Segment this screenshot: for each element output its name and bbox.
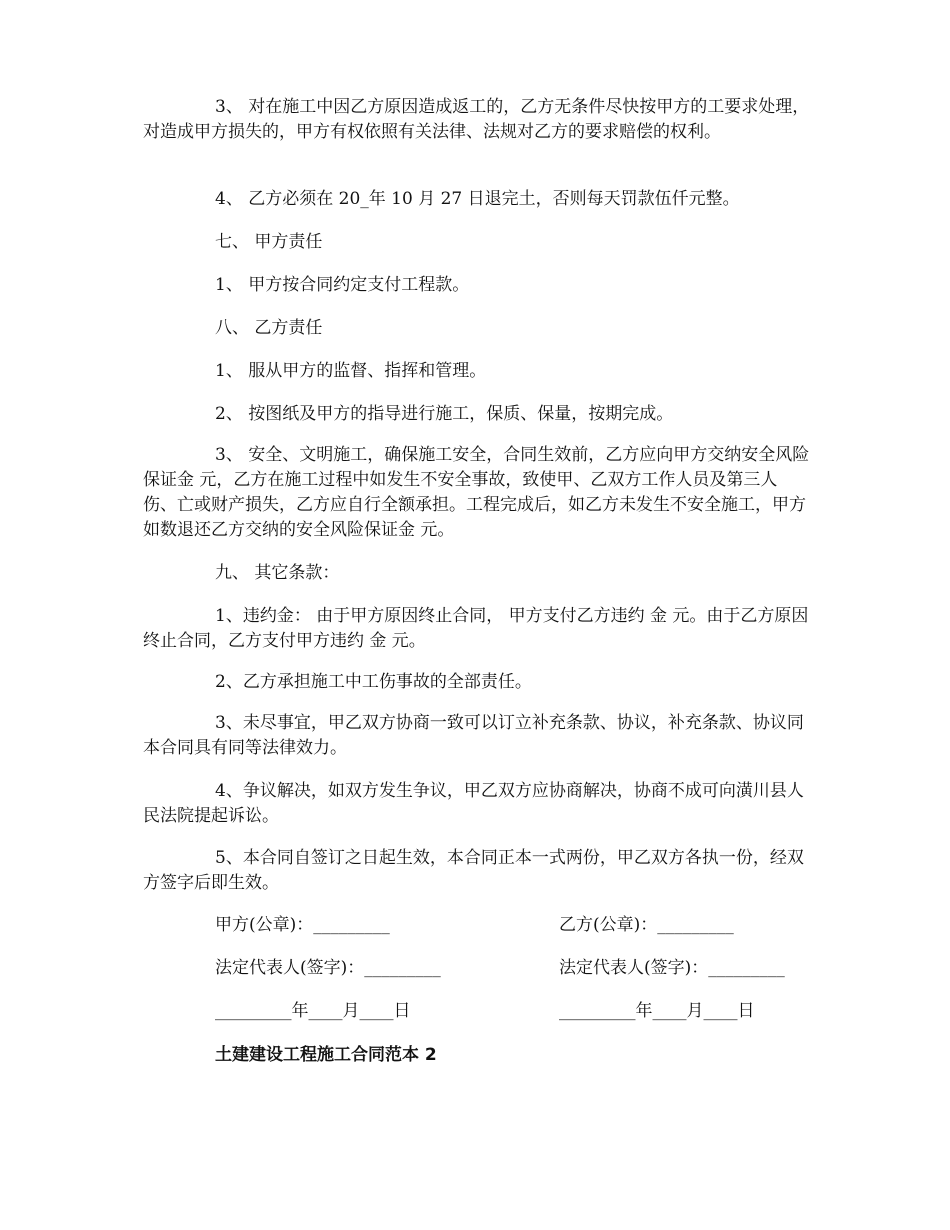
party-a-date-line: _________年____月____日 xyxy=(215,1001,411,1021)
clause-9-4: 4、争议解决，如双方发生争议，甲乙双方应协商解决，协商不成可向潢川县人民法院提起诉讼。 xyxy=(143,781,804,826)
clause-6-4: 4、 乙方必须在 20_年 10 月 27 日退完土，否则每天罚款伍仟元整。 xyxy=(215,189,740,209)
clause-9-1: 1、违约金： 由于甲方原因终止合同， 甲方支付乙方违约 金 元。由于乙方原因终止合同，乙方支付甲方违约 金 元。 xyxy=(143,606,809,651)
party-b-date-line: _________年____月____日 xyxy=(559,1001,755,1021)
clause-6-3: 3、 对在施工中因乙方原因造成返工的，乙方无条件尽快按甲方的工要求处理，对造成甲方损失的，甲方有权依照有关法律、法规对乙方的要求赔偿的权利。 xyxy=(143,97,810,142)
party-a-representative-line: 法定代表人(签字)：_________ xyxy=(215,958,441,978)
next-contract-title: 土建建设工程施工合同范本 2 xyxy=(215,1045,437,1065)
section-7-heading: 七、 甲方责任 xyxy=(215,232,323,252)
party-b-representative-line: 法定代表人(签字)：_________ xyxy=(559,958,785,978)
clause-9-2: 2、乙方承担施工中工伤事故的全部责任。 xyxy=(215,672,532,692)
clause-9-3: 3、未尽事宜，甲乙双方协商一致可以订立补充条款、协议，补充条款、协议同本合同具有同等法律效力。 xyxy=(143,713,804,758)
clause-8-3: 3、 安全、文明施工，确保施工安全，合同生效前，乙方应向甲方交纳安全风险保证金 元，乙方在施工过程中如发生不安全事故，致使甲、乙双方工作人员及第三人伤、亡或财产损失，乙方应自行全额承担。工程完成后，如乙方未发生不安全施工，甲方如数退还乙方交纳的安全风险保证金 元。 xyxy=(143,445,810,540)
party-a-seal-line: 甲方(公章)：_________ xyxy=(215,915,390,935)
clause-8-2: 2、 按图纸及甲方的指导进行施工，保质、保量，按期完成。 xyxy=(215,404,674,424)
clause-8-1: 1、 服从甲方的监督、指挥和管理。 xyxy=(215,361,487,381)
clause-7-1: 1、 甲方按合同约定支付工程款。 xyxy=(215,275,470,295)
section-9-heading: 九、 其它条款： xyxy=(215,563,340,583)
section-8-heading: 八、 乙方责任 xyxy=(215,318,323,338)
clause-9-5: 5、本合同自签订之日起生效，本合同正本一式两份，甲乙双方各执一份，经双方签字后即生效。 xyxy=(143,848,804,893)
party-b-seal-line: 乙方(公章)：_________ xyxy=(559,915,734,935)
